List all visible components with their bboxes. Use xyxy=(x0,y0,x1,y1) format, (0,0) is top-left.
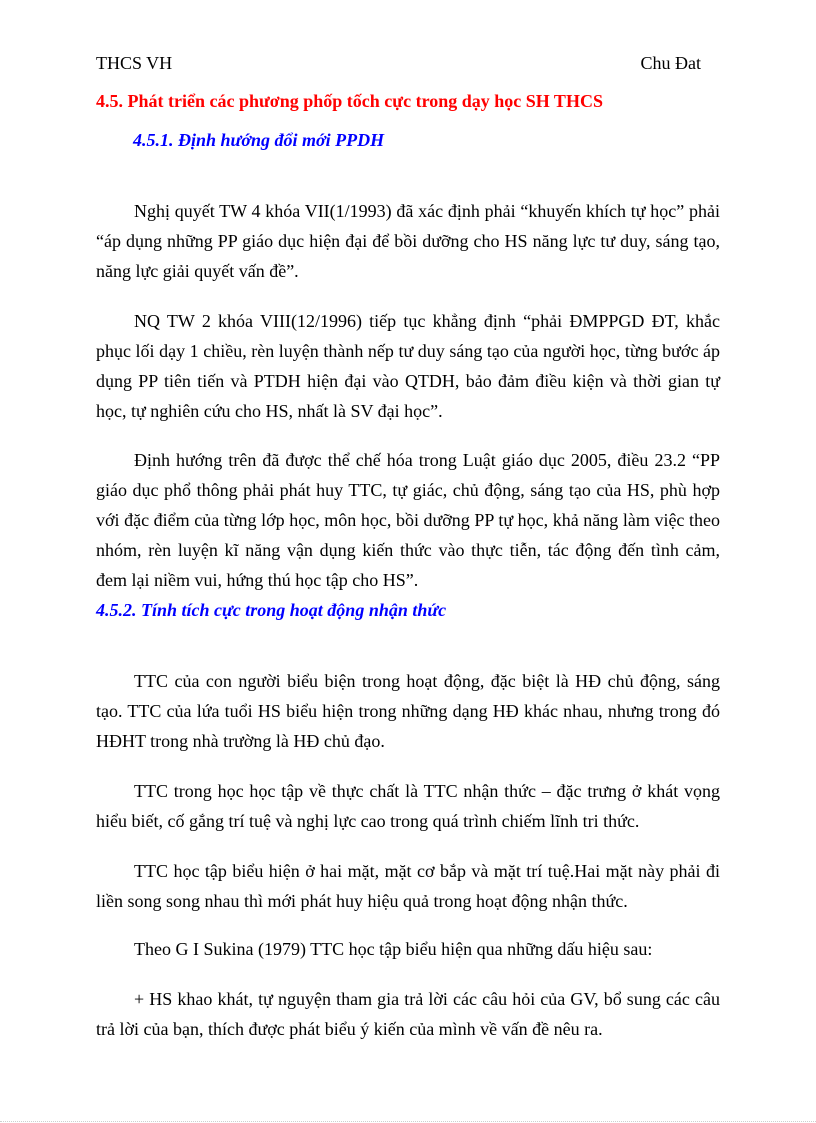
paragraph: NQ TW 2 khóa VIII(12/1996) tiếp tục khẳng định “phải ĐMPPGD ĐT, khắc phục lối dạy 1 chiều, rèn luyện thành nếp tư duy sáng tạo của người học, từng bước áp dụng PP tiên tiến và PTDH hiện đại vào QTDH, bảo đảm điều kiện và thời gian tự học, tự nghiên cứu cho HS, nhất là SV đại học”. xyxy=(96,311,720,421)
paragraph: Theo G I Sukina (1979) TTC học tập biểu hiện qua những dấu hiệu sau: xyxy=(134,939,653,959)
paragraph: + HS khao khát, tự nguyện tham gia trả lời các câu hỏi của GV, bổ sung các câu trả lời của bạn, thích được phát biểu ý kiến của mình về vấn đề nêu ra. xyxy=(96,989,720,1039)
section-title: 4.5. Phát triển các phương phốp tốch cực trong dạy học SH THCS xyxy=(96,91,603,111)
paragraph: TTC trong học học tập về thực chất là TTC nhận thức – đặc trưng ở khát vọng hiểu biết, cố gắng trí tuệ và nghị lực cao trong quá trình chiếm lĩnh tri thức. xyxy=(96,781,720,831)
page-bottom-rule xyxy=(0,1121,816,1122)
header-right: Chu Đat xyxy=(640,53,701,73)
paragraph: Nghị quyết TW 4 khóa VII(1/1993) đã xác định phải “khuyến khích tự học” phải “áp dụng những PP giáo dục hiện đại để bồi dưỡng cho HS năng lực tư duy, sáng tạo, năng lực giải quyết vấn đề”. xyxy=(96,201,720,281)
subsection-title-2: 4.5.2. Tính tích cực trong hoạt động nhận thức xyxy=(96,600,447,620)
paragraph: TTC học tập biểu hiện ở hai mặt, mặt cơ bắp và mặt trí tuệ.Hai mặt này phải đi liền song song nhau thì mới phát huy hiệu quả trong hoạt động nhận thức. xyxy=(96,861,720,911)
subsection-title-1: 4.5.1. Định hướng đổi mới PPDH xyxy=(133,130,385,150)
paragraph: Định hướng trên đã được thể chế hóa trong Luật giáo dục 2005, điều 23.2 “PP giáo dục phổ thông phải phát huy TTC, tự giác, chủ động, sáng tạo của HS, phù hợp với đặc điểm của từng lớp học, môn học, bồi dưỡng PP tự học, khả năng làm việc theo nhóm, rèn luyện kĩ năng vận dụng kiến thức vào thực tiễn, tác động đến tình cảm, đem lại niềm vui, hứng thú học tập cho HS”. xyxy=(96,450,720,590)
paragraph: TTC của con người biểu biện trong hoạt động, đặc biệt là HĐ chủ động, sáng tạo. TTC của lứa tuổi HS biểu hiện trong những dạng HĐ khác nhau, nhưng trong đó HĐHT trong nhà trường là HĐ chủ đạo. xyxy=(96,671,720,751)
header-left: THCS VH xyxy=(96,53,173,73)
